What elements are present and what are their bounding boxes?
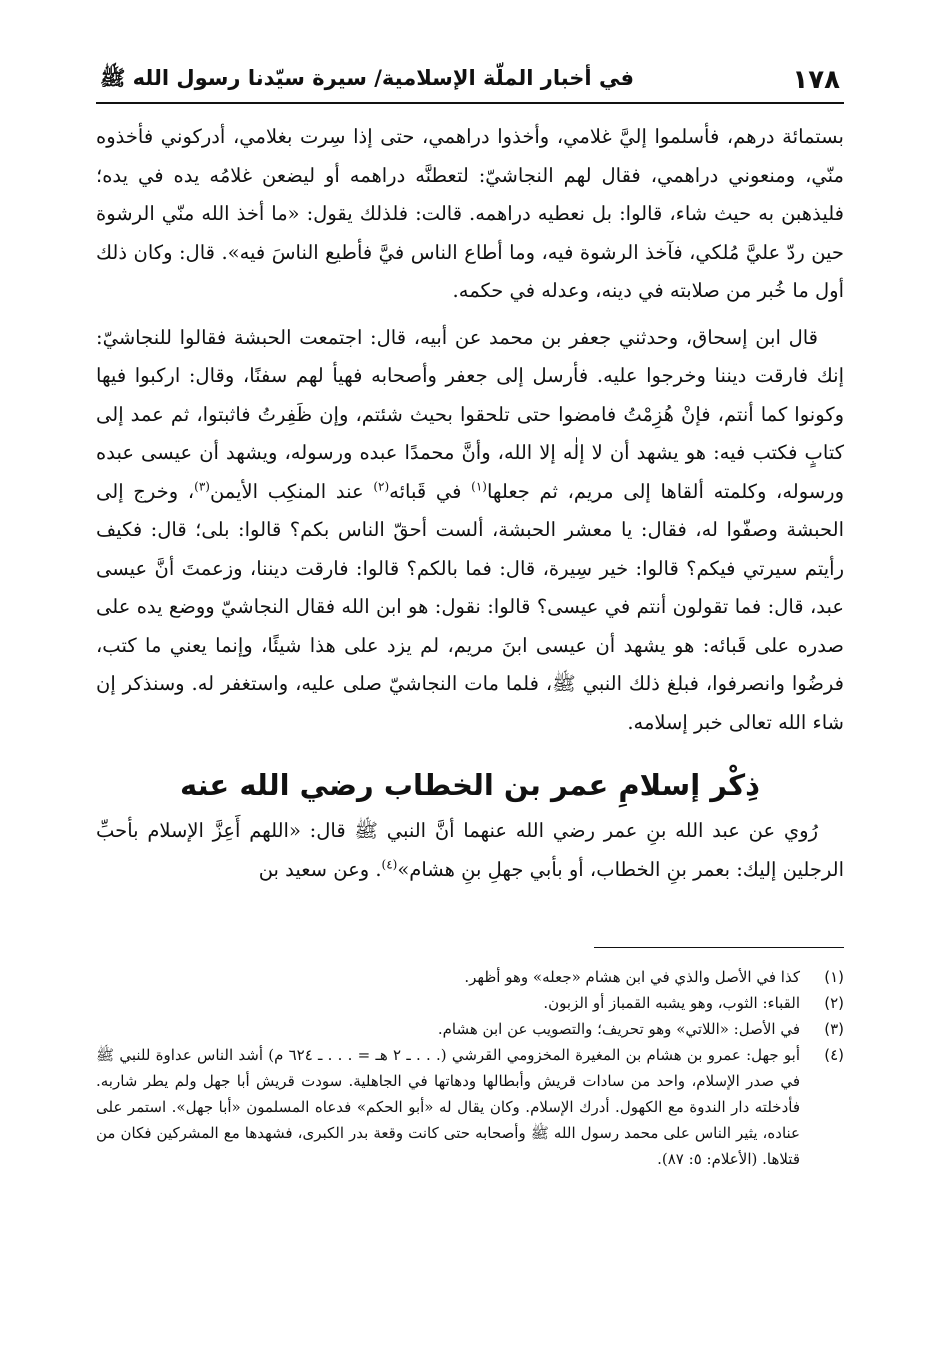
paragraph-2: [96, 319, 844, 743]
footnote-text: القباء: الثوب، وهو يشبه القمباز أو الزبون.: [543, 994, 800, 1012]
running-header: [96, 58, 844, 104]
paragraph-2-text: عند المنكِب الأيمن: [209, 479, 374, 503]
footnote-number: (٤): [824, 1046, 844, 1064]
paragraph-3-text: . وعن سعيد بن: [258, 857, 382, 881]
footnote-4: [96, 1042, 844, 1172]
section-heading: ذِكْر إسلامِ عمر بن الخطاب رضي الله عنه: [179, 768, 761, 802]
footnote-divider: [594, 947, 844, 948]
footnote-text: أبو جهل: عمرو بن هشام بن المغيرة المخزومي القرشي (. . . ـ ٢ هـ = . . . ـ ٦٢٤ م) أشد الناس عداوة للنبي ﷺ في صدر الإسلام، واحد من سادات قريش وأبطالها ودهاتها في الجاهلية. سودت قريش أبا جهل ولم يطر شاربه. فأدخلته دار الندوة مع الكهول. أدرك الإسلام. وكان يقال له «أبو الحكم» فدعاه المسلمون «أبا جهل». استمر على عناده، يثير الناس على محمد رسول الله ﷺ وأصحابه حتى كانت وقعة بدر الكبرى، فشهدها مع المشركين فكان من قتلاها. (الأعلام: ٥: ٨٧).: [96, 1046, 801, 1168]
page-number: ١٧٨: [792, 65, 840, 95]
footnote-1: [96, 964, 844, 990]
paragraph-1: بستمائة درهم، فأسلموا إليَّ غلامي، وأخذوا دراهمي، حتى إذا سِرت بغلامي، أدركوني فأخذوه منّي، ومنعوني دراهمي، فقال لهم النجاشيّ: لتعطنَّه دراهمه أو ليضعن غلامُه يده في يده؛ فليذهبن به حيث شاء، قالوا: بل نعطيه دراهمه. قالت: فلذلك يقول: «ما أخذ الله منّي الرشوة حين ردّ عليَّ مُلكي، فآخذ الرشوة فيه، وما أطاع الناس فيَّ فأطيع الناسَ فيه». قال: وكان ذلك أول ما خُبر من صلابته في دينه، وعدله في حكمه.: [96, 125, 844, 302]
footnote-text: كذا في الأصل والذي في ابن هشام «جعله» وهو أظهر.: [464, 968, 800, 986]
paragraph-2-text: قال ابن إسحاق، وحدثني جعفر بن محمد عن أبيه، قال: اجتمعت الحبشة فقالوا للنجاشيّ: إنك فارقت ديننا وخرجوا عليه. فأرسل إلى جعفر وأصحابه فهيأ لهم سفنًا، وقال: اركبوا فيها وكونوا كما أنتم، فإنْ هُزِمْتُ فامضوا حتى تلحقوا بحيث شئتم، وإن ظَفِرتُ فاثبتوا، ثم عمد إلى كتابٍ فكتب فيه: هو يشهد أن لا إلٰه إلا الله، وأنَّ محمدًا عبده ورسوله، ويشهد أن عيسى عبده ورسوله، وكلمته ألقاها إلى مريم، ثم جعلها: [96, 325, 844, 503]
header-title: في أخبار الملّة الإسلامية/ سيرة سيّدنا رسول الله ﷺ: [100, 65, 634, 90]
footnote-ref-1: (١): [471, 479, 487, 493]
footnote-text: في الأصل: «اللاتي» وهو تحريف؛ والتصويب عن ابن هشام.: [437, 1020, 800, 1038]
footnote-number: (١): [824, 968, 844, 986]
footnote-2: [96, 990, 844, 1016]
paragraph-2-text: ، وخرج إلى الحبشة وصفّوا له، فقال: يا معشر الحبشة، ألست أحقّ الناس بكم؟ قالوا: بلى؛ قال: فكيف رأيتم سيرتي فيكم؟ قالوا: خير سِيرة، قال: فما بالكم؟ قالوا: فارقت ديننا، وزعمتَ أنَّ عيسى عبد، قال: فما تقولون أنتم في عيسى؟ قالوا: نقول: هو ابن الله فقال النجاشيّ ووضع يده على صدره على قَبائه: هو يشهد أن عيسى ابنَ مريم، لم يزد على هذا شيئًا، وإنما يعني ما كتب، فرضُوا وانصرفوا، فبلغ ذلك النبي ﷺ، فلما مات النجاشيّ صلى عليه، واستغفر له. وسنذكر إن شاء الله تعالى خبر إسلامه.: [96, 479, 844, 734]
book-page: [96, 58, 844, 1318]
footnote-ref-2: (٢): [373, 479, 390, 493]
footnote-number: (٣): [824, 1020, 844, 1038]
paragraph-3-text: رُوي عن عبد الله بنِ عمر رضي الله عنهما أنَّ النبي ﷺ قال: «اللهم أَعِزَّ الإسلام بأحبِّ الرجلين إليك: بعمر بنِ الخطاب، أو بأبي جهلِ بنِ هشام»: [96, 819, 844, 881]
paragraph-3: [96, 812, 844, 889]
paragraph-2-text: في قَبائه: [389, 479, 472, 503]
footnote-number: (٢): [824, 994, 844, 1012]
footnotes: [96, 964, 844, 1172]
footnote-ref-4: (٤): [381, 857, 398, 871]
footnote-ref-3: (٣): [194, 479, 210, 493]
footnote-3: [96, 1016, 844, 1042]
